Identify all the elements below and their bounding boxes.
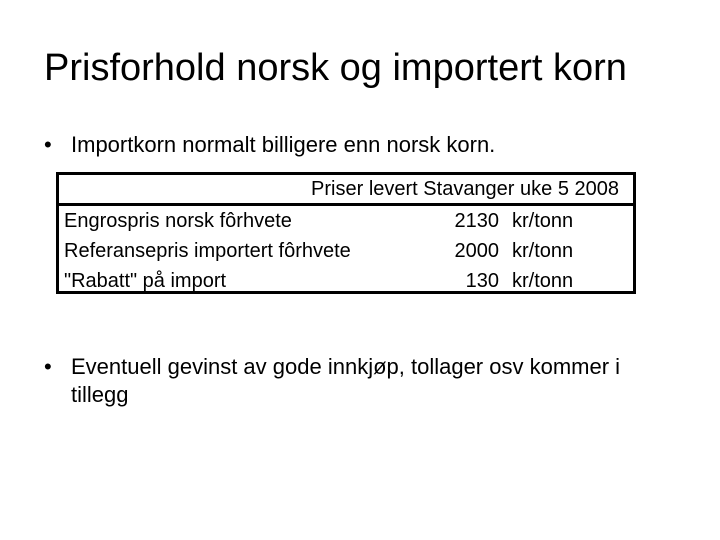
row-label: Referansepris importert fôrhvete (64, 240, 351, 262)
table-row (59, 266, 633, 296)
bullet-item (44, 131, 684, 159)
row-unit: kr/tonn (512, 210, 574, 232)
bullet-marker: • (44, 132, 52, 157)
row-value: 2130 (454, 210, 499, 232)
slide-title: Prisforhold norsk og importert korn (44, 47, 627, 89)
price-table (56, 172, 636, 294)
table-header: Priser levert Stavanger uke 5 2008 (59, 175, 633, 206)
row-label: "Rabatt" på import (64, 270, 227, 292)
table-row (59, 236, 633, 266)
row-label: Engrospris norsk fôrhvete (64, 210, 292, 232)
row-value: 130 (465, 270, 499, 292)
row-value: 2000 (454, 240, 499, 262)
row-unit: kr/tonn (512, 270, 574, 292)
bullet-text: Importkorn normalt billigere enn norsk korn. (71, 132, 496, 157)
table-row (59, 206, 633, 236)
bullet-marker: • (44, 354, 52, 379)
row-unit: kr/tonn (512, 240, 574, 262)
bullet-item (44, 353, 644, 409)
bullet-text: Eventuell gevinst av gode innkjøp, tollager osv kommer i tillegg (71, 354, 621, 407)
